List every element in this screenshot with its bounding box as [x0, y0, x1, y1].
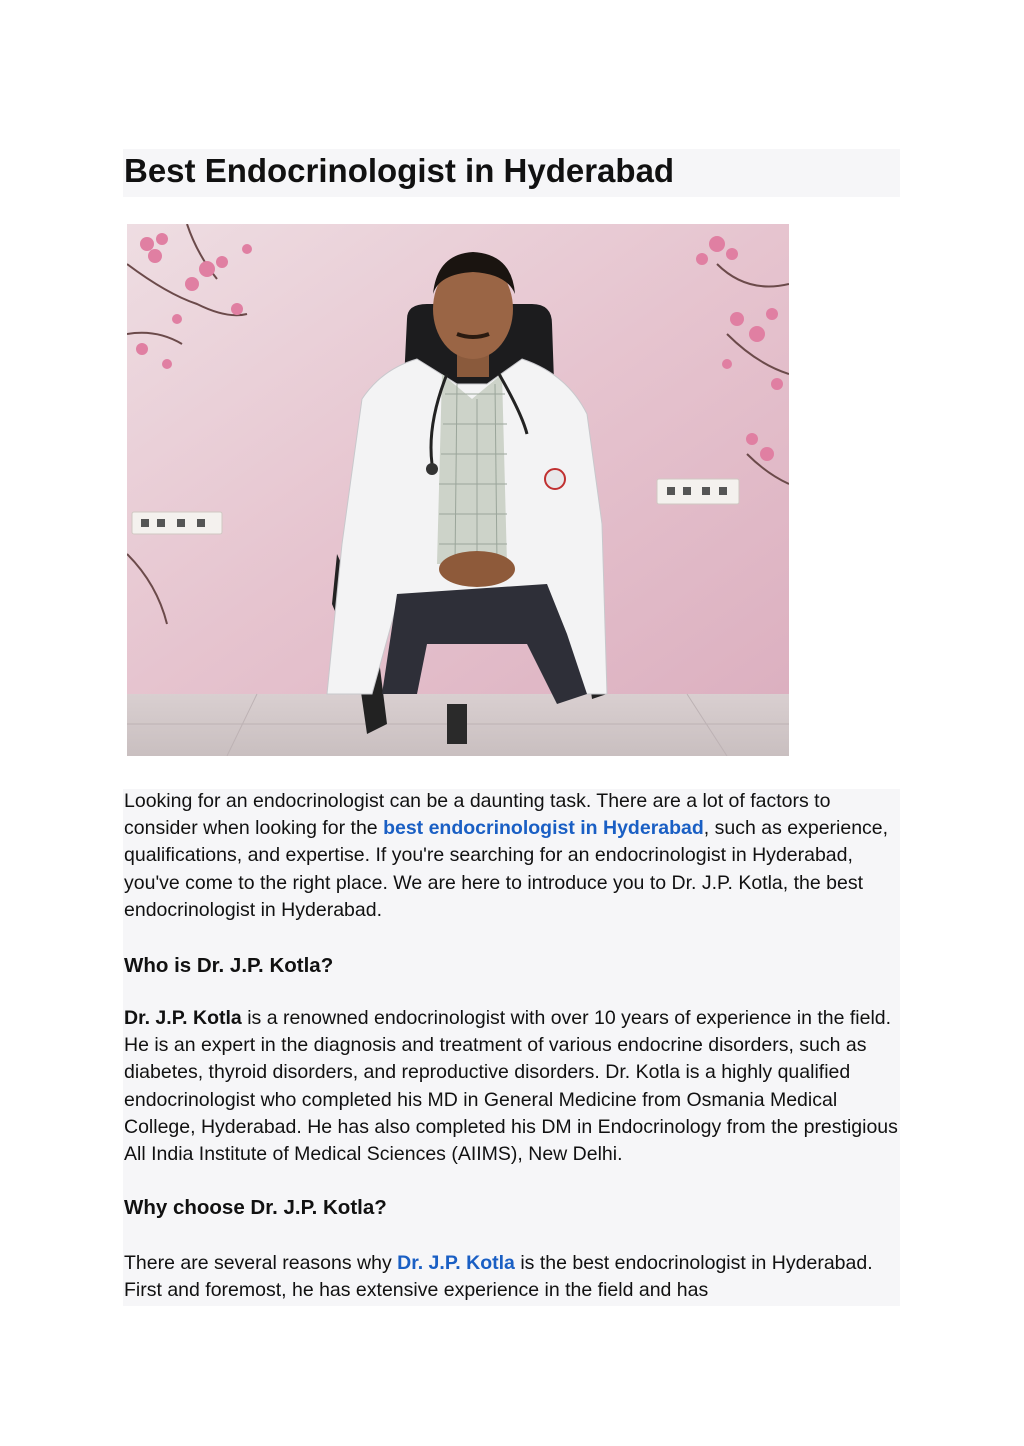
why-paragraph [124, 1250, 899, 1304]
who-text: is a renowned endocrinologist with over 10 years of experience in the field. He is an expert in the diagnosis and treatment of various endocrine disorders, such as diabetes, thyroid disorders, and reproductive disorders. Dr. Kotla is a highly qualified endocrinologist who completed his MD in General Medicine from Osmania Medical College, Hyderabad. He has also completed his DM in Endocrinology from the prestigious All India Institute of Medical Sciences (AIIMS), New Delhi. [124, 1007, 898, 1166]
intro-paragraph [124, 788, 899, 924]
who-heading: Who is Dr. J.P. Kotla? [124, 954, 334, 977]
page-title: Best Endocrinologist in Hyderabad [124, 152, 675, 189]
doctor-photo [127, 224, 789, 756]
best-endocrinologist-link[interactable]: best endocrinologist in Hyderabad [383, 817, 704, 840]
why-text-start: There are several reasons why [124, 1252, 398, 1274]
article-body [123, 789, 900, 1306]
doctor-name-link[interactable]: Dr. J.P. Kotla [397, 1252, 515, 1274]
who-paragraph [124, 1005, 899, 1168]
doctor-name-bold: Dr. J.P. Kotla [124, 1007, 242, 1029]
why-heading: Why choose Dr. J.P. Kotla? [124, 1196, 387, 1219]
why-text-end: is the best endocrinologist in Hyderabad. First and foremost, he has extensive experience in the field and has [124, 1252, 873, 1302]
intro-text-start: Looking for an endocrinologist can be a daunting task. There are a lot of factors to consider when looking for the [124, 790, 831, 840]
intro-text-end: , such as experience, qualifications, and expertise. If you're searching for an endocrinologist in Hyderabad, you've come to the right place. We are here to introduce you to Dr. J.P. Kotla, the best endocrinologist in Hyderabad. [124, 817, 889, 921]
title-box [123, 149, 900, 197]
